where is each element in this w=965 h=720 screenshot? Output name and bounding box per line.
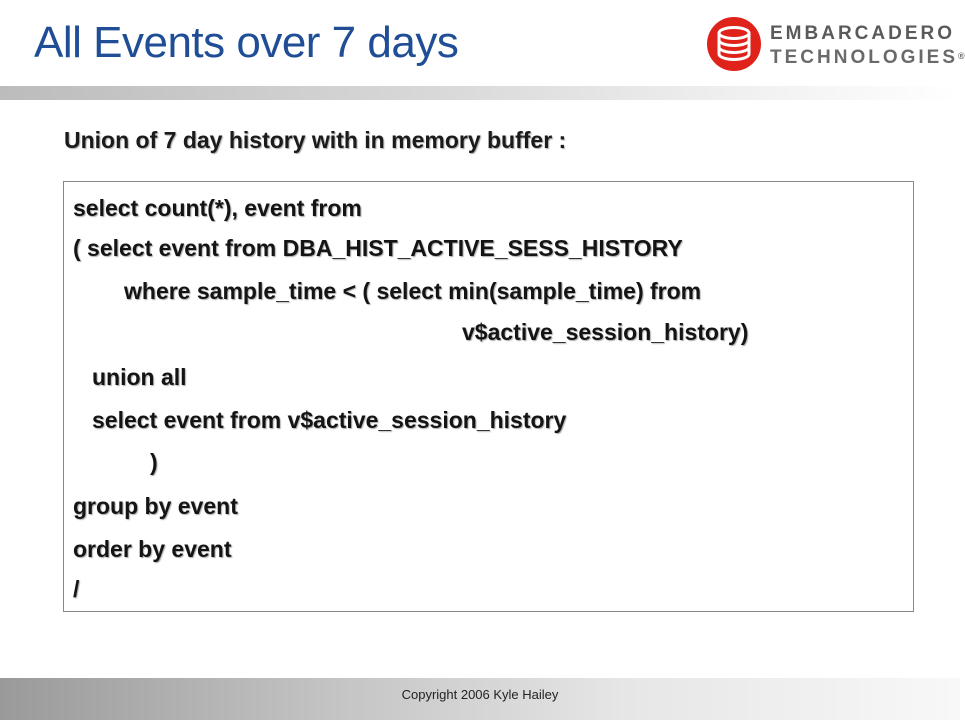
code-line-5: union all [92, 364, 187, 390]
logo-wordmark [770, 23, 965, 69]
slide-title: All Events over 7 days [34, 18, 459, 67]
registered-mark: ® [958, 51, 965, 61]
logo-line-1: EMBARCADERO [770, 23, 955, 44]
copyright-text: Copyright 2006 Kyle Hailey [401, 687, 559, 702]
code-line-2: ( select event from DBA_HIST_ACTIVE_SESS_HISTORY [73, 235, 683, 261]
slide-subtitle: Union of 7 day history with in memory buffer : [64, 127, 567, 153]
logo-line-2 [770, 45, 965, 69]
code-line-10: / [73, 576, 80, 602]
sql-code-box [63, 181, 914, 612]
code-line-6: select event from v$active_session_history [92, 407, 567, 433]
code-line-7: ) [150, 449, 158, 475]
embarcadero-logo [706, 16, 965, 72]
code-line-9: order by event [73, 536, 232, 562]
header-divider-bar [0, 86, 960, 100]
code-line-4: v$active_session_history) [462, 319, 749, 345]
logo-line-2-text: TECHNOLOGIES [770, 47, 959, 68]
code-line-8: group by event [73, 493, 238, 519]
database-logo-icon [706, 16, 762, 72]
code-line-3: where sample_time < ( select min(sample_time) from [124, 278, 702, 304]
code-line-1: select count(*), event from [73, 195, 362, 221]
